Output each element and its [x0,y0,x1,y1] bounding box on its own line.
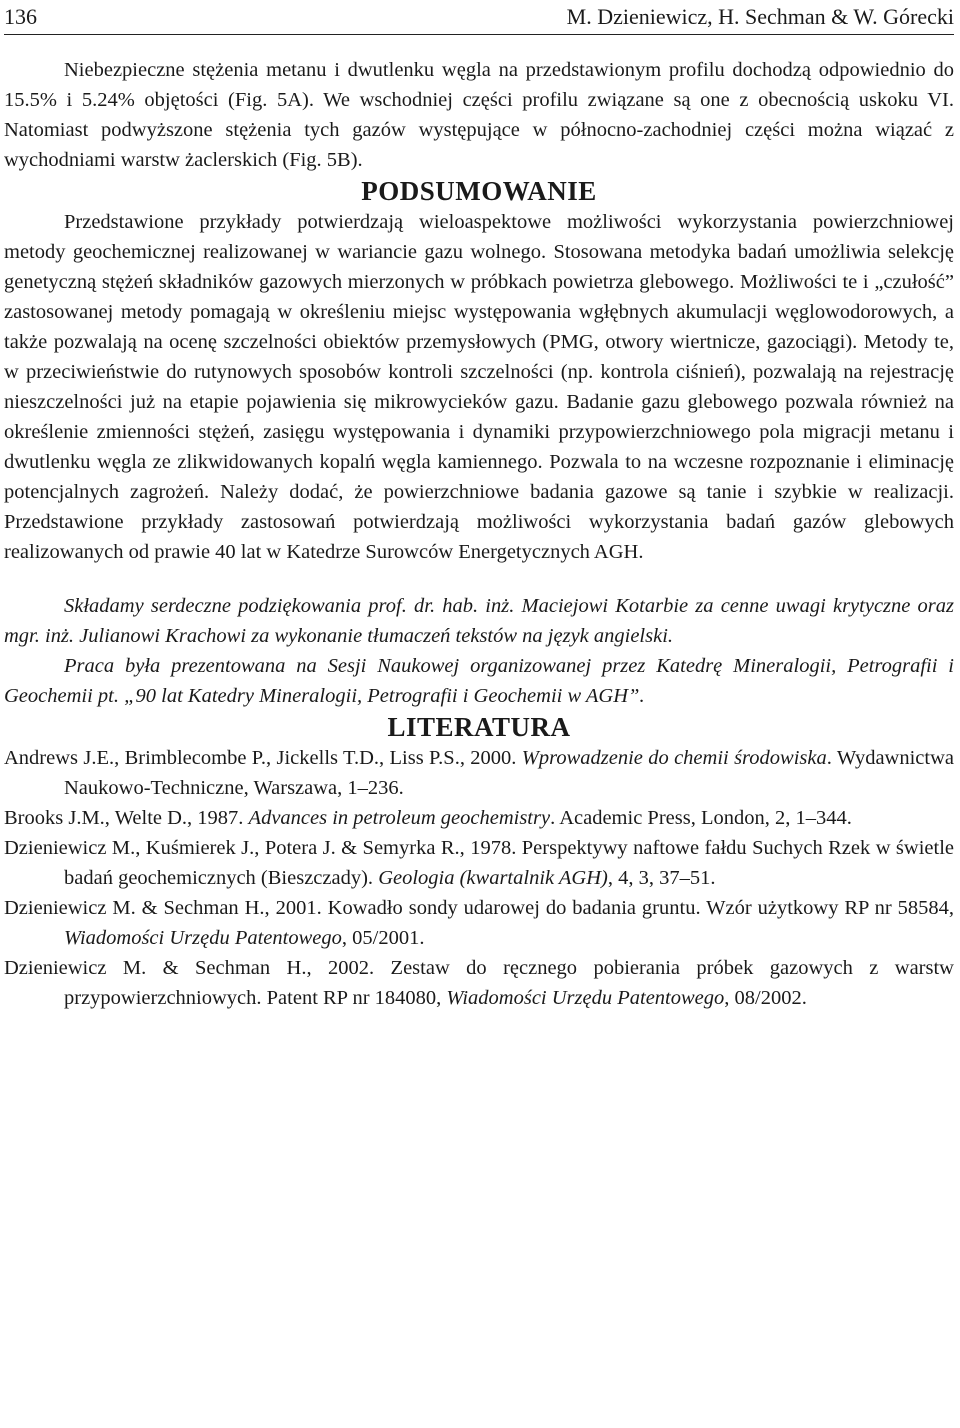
reference-text: , 08/2002. [724,987,807,1009]
summary-paragraph: Przedstawione przykłady potwierdzają wieloaspektowe możliwości wykorzystania powierzchniowej metody geochemicznej realizowanej w wariancie gazu wolnego. Stosowana metodyka badań umożliwia selekcję genetyczną stężeń składników gazowych mierzonych w próbkach powietrza glebowego. Możliwości te i „czułość” zastosowanej metody pomagają w określeniu miejsc występowania wgłębnych akumulacji węglowodorowych, a także pozwalają na ocenę szczelności obiektów przemysłowych (PMG, otwory wiertnicze, gazociągi). Metody te, w przeciwieństwie do rutynowych sposobów kontroli szczelności (np. kontrola ciśnień), pozwalają na rejestrację nieszczelności już na etapie pojawienia się mikrowycieków gazu. Badanie gazu glebowego pozwala również na określenie zmienności stężeń, zasięgu występowania i dynamiki przypowierzchniowego pola migracji metanu i dwutlenku węgla ze zlikwidowanych kopalń węgla kamiennego. Pozwala to na wczesne rozpoznanie i eliminację potencjalnych zagrożeń. Należy dodać, że powierzchniowe badania gazowe są tanie i szybkie w realizacji. Przedstawione przykłady zastosowań potwierdzają możliwości wykorzystania badań gazów glebowych realizowanych od prawie 40 lat w Katedrze Surowców Energetycznych AGH. [4,211,954,563]
reference-text: , 05/2001. [341,927,425,949]
reference-text: Dzieniewicz M. & Sechman H., 2001. Kowadło sondy udarowej do badania gruntu. Wzór użytkowy RP nr 58584, [4,897,954,919]
reference-text: . Academic Press, London, 2, 1–344. [550,807,852,829]
reference-item [4,803,954,833]
running-authors: M. Dzieniewicz, H. Sechman & W. Górecki [566,4,954,29]
literature-heading: LITERATURA [387,712,571,742]
running-header [4,0,954,35]
reference-title: Wprowadzenie do chemii środowiska [521,747,827,769]
reference-title: Wiadomości Urzędu Patentowego [446,987,725,1009]
reference-item [4,953,954,1013]
reference-text: Dzieniewicz M. & Sechman H., 2002. Zestaw do ręcznego pobierania próbek gazowych z warstw przypowierzchniowych. Patent RP nr 184080, [4,957,954,1009]
summary-heading: PODSUMOWANIE [361,176,597,206]
reference-item [4,743,954,803]
reference-item [4,833,954,893]
reference-text: Andrews J.E., Brimblecombe P., Jickells T.D., Liss P.S., 2000. [4,747,522,769]
reference-text: . Wydawnictwa Naukowo-Techniczne, Warszawa, 1–236. [64,747,954,799]
intro-paragraph: Niebezpieczne stężenia metanu i dwutlenku węgla na przedstawionym profilu dochodzą odpowiednio do 15.5% i 5.24% objętości (Fig. 5A). We wschodniej części profilu związane są one z obecnością uskoku VI. Natomiast podwyższone stężenia tych gazów występujące w północno-zachodniej części można wiązać z wychodniami warstw żaclerskich (Fig. 5B). [4,59,954,171]
reference-text: Brooks J.M., Welte D., 1987. [4,807,249,829]
reference-title: Advances in petroleum geochemistry [248,807,551,829]
acknowledgement-paragraph: Składamy serdeczne podziękowania prof. dr. hab. inż. Maciejowi Kotarbie za cenne uwagi krytyczne oraz mgr. inż. Julianowi Krachowi za wykonanie tłumaczeń tekstów na język angielski. [4,595,954,647]
reference-text: , 4, 3, 37–51. [607,867,716,889]
reference-title: Geologia (kwartalnik AGH) [378,867,608,889]
reference-text: Dzieniewicz M., Kuśmierek J., Potera J. & Semyrka R., 1978. Perspektywy naftowe fałdu Suchych Rzek w świetle badań geochemicznych (Bieszczady). [4,837,954,889]
reference-item [4,893,954,953]
presentation-note: Praca była prezentowana na Sesji Naukowej organizowanej przez Katedrę Mineralogii, Petrografii i Geochemii pt. „90 lat Katedry Mineralogii, Petrografii i Geochemii w AGH”. [4,655,954,707]
page-number: 136 [4,4,37,29]
reference-title: Wiadomości Urzędu Patentowego [64,927,342,949]
